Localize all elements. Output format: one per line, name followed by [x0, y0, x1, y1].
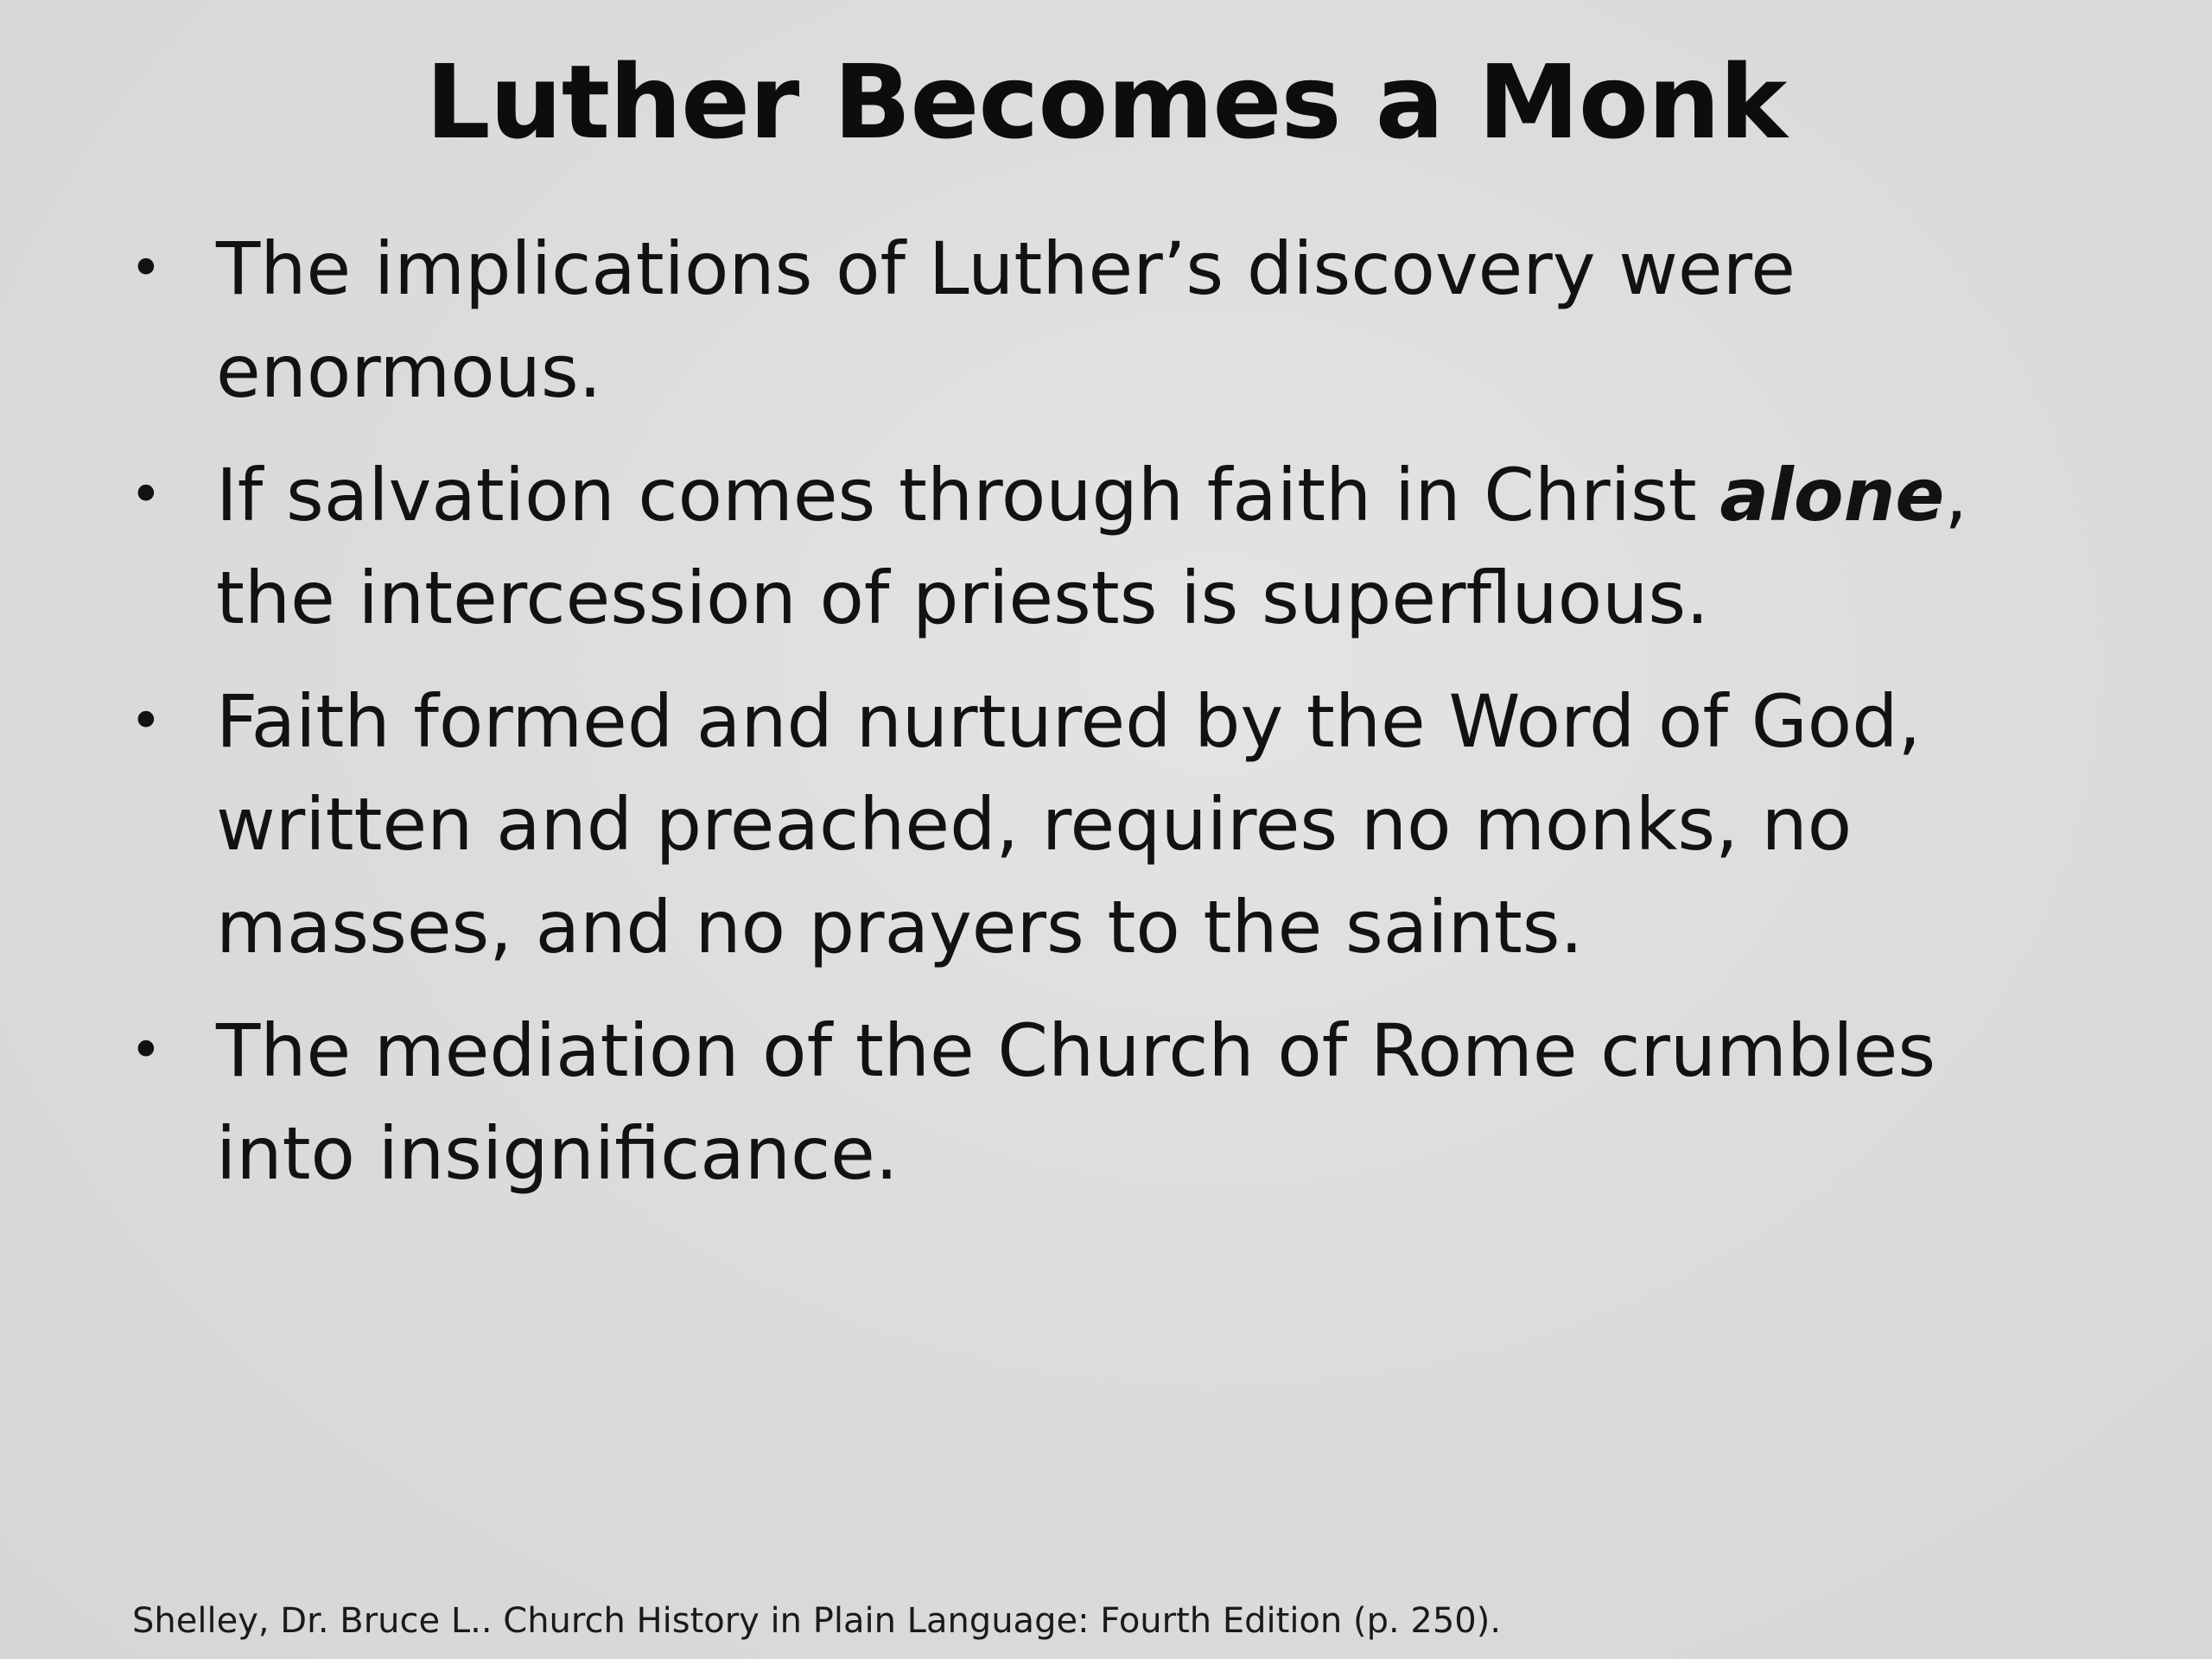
citation-footer: Shelley, Dr. Bruce L.. Church History in Plain Language: Fourth Edition (p. 250).	[132, 1601, 1502, 1641]
bullet-item	[130, 1000, 2082, 1205]
bullet-item	[130, 444, 2082, 650]
bullet-item	[130, 218, 2082, 423]
bullet-emphasis: alone	[1719, 453, 1945, 537]
bullet-item	[130, 671, 2082, 979]
bullet-text: The mediation of the Church of Rome crumbles into insignificance.	[216, 1008, 1936, 1196]
bullet-text-part: If salvation comes through faith in Christ	[216, 453, 1720, 537]
bullet-icon: •	[130, 237, 162, 301]
bullet-icon: •	[130, 463, 162, 527]
bullet-text-part: , the intercession of priests is superfluous.	[216, 453, 1968, 640]
bullet-icon: •	[130, 1019, 162, 1083]
bullet-list	[130, 218, 2082, 1226]
bullet-text: Faith formed and nurtured by the Word of God, written and preached, requires no monks, no masses, and no prayers to the saints.	[216, 679, 1922, 969]
bullet-icon: •	[130, 690, 162, 753]
slide-title: Luther Becomes a Monk	[425, 42, 1787, 162]
bullet-text: The implications of Luther’s discovery were enormous.	[216, 226, 1796, 414]
